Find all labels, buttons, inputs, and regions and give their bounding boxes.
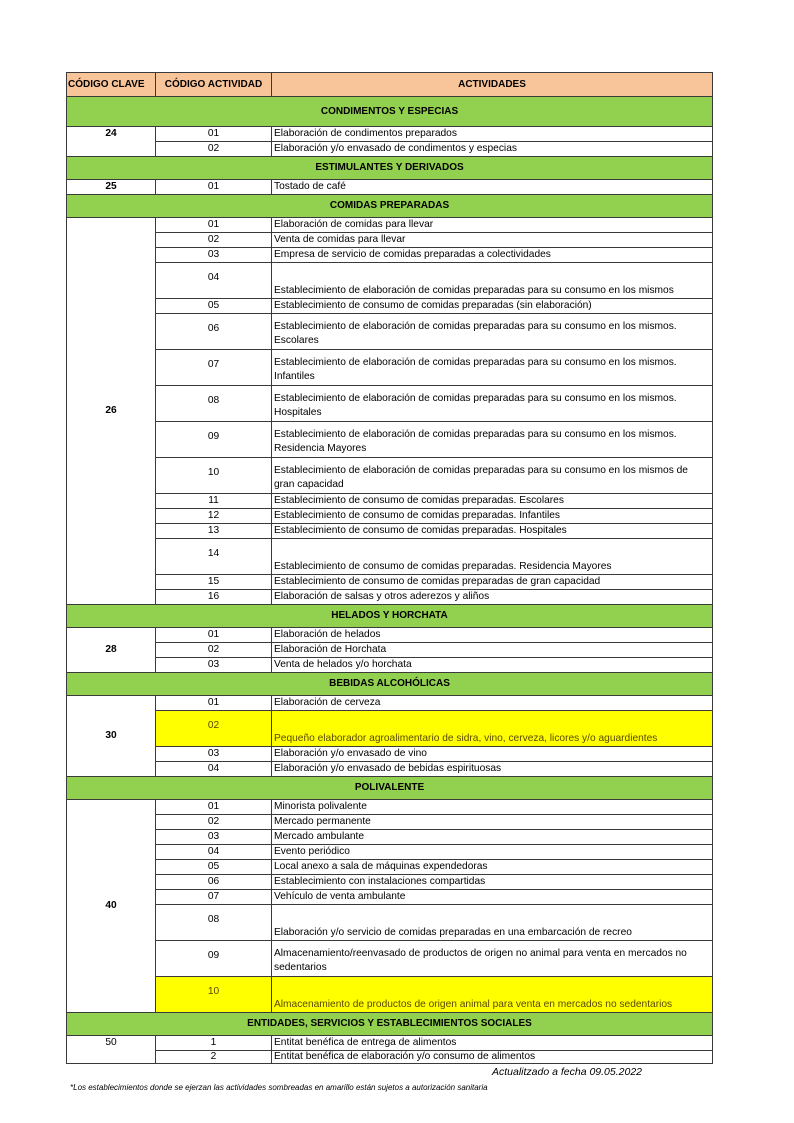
table-row [67,218,713,233]
table-row [67,539,713,575]
codigo-actividad-cell: 01 [156,127,272,142]
codigo-actividad-cell: 2 [156,1051,272,1064]
table-row [67,800,713,815]
actividad-cell: Elaboración y/o envasado de vino [272,747,713,762]
actividad-cell: Establecimiento de elaboración de comidas preparadas para su consumo en los mismos de gran capacidad [272,458,713,494]
codigo-actividad-cell: 10 [156,458,272,494]
codigo-actividad-cell: 03 [156,747,272,762]
actividad-cell: Local anexo a sala de máquinas expendedoras [272,860,713,875]
codigo-actividad-cell: 12 [156,509,272,524]
codigo-clave-cell: 25 [67,180,156,195]
actividad-cell: Establecimiento de consumo de comidas preparadas de gran capacidad [272,575,713,590]
actividad-cell: Pequeño elaborador agroalimentario de sidra, vino, cerveza, licores y/o aguardientes [272,711,713,747]
codigo-actividad-cell: 08 [156,386,272,422]
header-codigo-clave: CÓDIGO CLAVE [67,73,156,97]
category-row [67,1013,713,1036]
table-row [67,845,713,860]
table-row [67,263,713,299]
actividad-cell: Entitat benéfica de entrega de alimentos [272,1036,713,1051]
header-codigo-actividad: CÓDIGO ACTIVIDAD [156,73,272,97]
table-row [67,860,713,875]
category-row [67,605,713,628]
table-row [67,628,713,643]
actividad-cell: Venta de comidas para llevar [272,233,713,248]
codigo-actividad-cell: 15 [156,575,272,590]
category-row [67,673,713,696]
actividad-cell: Elaboración de comidas para llevar [272,218,713,233]
codigo-actividad-cell: 07 [156,350,272,386]
table-row [67,905,713,941]
codigo-actividad-cell: 10 [156,977,272,1013]
table-row [67,1051,713,1064]
table-row [67,575,713,590]
table-row [67,830,713,845]
footnote: *Los establecimientos donde se ejerzan las actividades sombreadas en amarillo están sujetos a autorización sanitaria [70,1083,488,1092]
table-row [67,762,713,777]
table-row [67,1036,713,1051]
activities-table [66,72,713,1064]
header-actividades: ACTIVIDADES [272,73,713,97]
actividad-cell: Empresa de servicio de comidas preparadas a colectividades [272,248,713,263]
codigo-actividad-cell: 02 [156,643,272,658]
category-title: CONDIMENTOS Y ESPECIAS [67,97,713,127]
actividad-cell: Minorista polivalente [272,800,713,815]
codigo-actividad-cell: 03 [156,830,272,845]
table-row [67,875,713,890]
table-row [67,815,713,830]
actividad-cell: Elaboración de cerveza [272,696,713,711]
category-row [67,97,713,127]
codigo-actividad-cell: 08 [156,905,272,941]
codigo-clave-cell: 50 [67,1036,156,1064]
table-row [67,509,713,524]
table-row [67,299,713,314]
actividad-cell: Establecimiento de consumo de comidas preparadas. Escolares [272,494,713,509]
actividad-cell: Establecimiento de elaboración de comidas preparadas para su consumo en los mismos [272,263,713,299]
table-row-highlighted [67,711,713,747]
category-title: POLIVALENTE [67,777,713,800]
codigo-actividad-cell: 02 [156,142,272,157]
codigo-actividad-cell: 03 [156,658,272,673]
activities-document [66,72,712,1094]
actividad-cell: Establecimiento de elaboración de comidas preparadas para su consumo en los mismos. Infantiles [272,350,713,386]
codigo-actividad-cell: 01 [156,218,272,233]
codigo-actividad-cell: 1 [156,1036,272,1051]
table-row [67,127,713,142]
codigo-actividad-cell: 03 [156,248,272,263]
actividad-cell: Mercado permanente [272,815,713,830]
actividad-cell: Establecimiento con instalaciones compartidas [272,875,713,890]
codigo-clave-cell: 28 [67,628,156,673]
table-header-row [67,73,713,97]
table-row [67,180,713,195]
codigo-clave-cell: 30 [67,696,156,777]
codigo-actividad-cell: 05 [156,860,272,875]
actividad-cell: Evento periódico [272,845,713,860]
category-row [67,777,713,800]
codigo-actividad-cell: 09 [156,941,272,977]
actividad-cell: Establecimiento de consumo de comidas preparadas. Hospitales [272,524,713,539]
category-title: ENTIDADES, SERVICIOS Y ESTABLECIMIENTOS SOCIALES [67,1013,713,1036]
actividad-cell: Almacenamiento/reenvasado de productos de origen no animal para venta en mercados no sedentarios [272,941,713,977]
actividad-cell: Tostado de café [272,180,713,195]
codigo-actividad-cell: 05 [156,299,272,314]
codigo-actividad-cell: 04 [156,845,272,860]
codigo-actividad-cell: 02 [156,233,272,248]
codigo-actividad-cell: 11 [156,494,272,509]
table-row [67,350,713,386]
table-row [67,422,713,458]
actividad-cell: Establecimiento de consumo de comidas preparadas. Infantiles [272,509,713,524]
codigo-actividad-cell: 07 [156,890,272,905]
actividad-cell: Establecimiento de consumo de comidas preparadas (sin elaboración) [272,299,713,314]
category-title: COMIDAS PREPARADAS [67,195,713,218]
table-row [67,248,713,263]
codigo-actividad-cell: 04 [156,762,272,777]
actividad-cell: Elaboración y/o envasado de bebidas espirituosas [272,762,713,777]
table-row [67,658,713,673]
updated-date: Actualitzado a fecha 09.05.2022 [491,1066,642,1078]
table-row [67,696,713,711]
actividad-cell: Mercado ambulante [272,830,713,845]
table-row [67,890,713,905]
codigo-actividad-cell: 09 [156,422,272,458]
table-row [67,233,713,248]
codigo-clave-cell: 40 [67,800,156,1013]
table-row [67,142,713,157]
table-row-highlighted [67,977,713,1013]
table-row [67,494,713,509]
codigo-actividad-cell: 01 [156,628,272,643]
actividad-cell: Elaboración y/o envasado de condimentos y especias [272,142,713,157]
actividad-cell: Entitat benéfica de elaboración y/o consumo de alimentos [272,1051,713,1064]
codigo-actividad-cell: 04 [156,263,272,299]
codigo-actividad-cell: 14 [156,539,272,575]
category-title: HELADOS Y HORCHATA [67,605,713,628]
actividad-cell: Elaboración de Horchata [272,643,713,658]
codigo-actividad-cell: 16 [156,590,272,605]
actividad-cell: Elaboración de helados [272,628,713,643]
codigo-actividad-cell: 02 [156,711,272,747]
actividad-cell: Establecimiento de elaboración de comidas preparadas para su consumo en los mismos. Residencia Mayores [272,422,713,458]
category-title: ESTIMULANTES Y DERIVADOS [67,157,713,180]
codigo-actividad-cell: 13 [156,524,272,539]
category-title: BEBIDAS ALCOHÓLICAS [67,673,713,696]
actividad-cell: Elaboración y/o servicio de comidas preparadas en una embarcación de recreo [272,905,713,941]
codigo-clave-cell: 24 [67,127,156,157]
codigo-actividad-cell: 06 [156,875,272,890]
table-row [67,524,713,539]
codigo-actividad-cell: 06 [156,314,272,350]
codigo-actividad-cell: 01 [156,800,272,815]
table-row [67,747,713,762]
table-row [67,643,713,658]
table-row [67,590,713,605]
codigo-actividad-cell: 02 [156,815,272,830]
category-row [67,195,713,218]
actividad-cell: Establecimiento de elaboración de comidas preparadas para su consumo en los mismos. Escolares [272,314,713,350]
codigo-clave-cell: 26 [67,218,156,605]
actividad-cell: Vehículo de venta ambulante [272,890,713,905]
actividad-cell: Elaboración de salsas y otros aderezos y aliños [272,590,713,605]
table-row [67,941,713,977]
codigo-actividad-cell: 01 [156,180,272,195]
codigo-actividad-cell: 01 [156,696,272,711]
actividad-cell: Venta de helados y/o horchata [272,658,713,673]
category-row [67,157,713,180]
table-row [67,314,713,350]
actividad-cell: Establecimiento de consumo de comidas preparadas. Residencia Mayores [272,539,713,575]
actividad-cell: Almacenamiento de productos de origen animal para venta en mercados no sedentarios [272,977,713,1013]
table-row [67,458,713,494]
footer [66,1065,712,1094]
actividad-cell: Elaboración de condimentos preparados [272,127,713,142]
actividad-cell: Establecimiento de elaboración de comidas preparadas para su consumo en los mismos. Hospitales [272,386,713,422]
table-row [67,386,713,422]
